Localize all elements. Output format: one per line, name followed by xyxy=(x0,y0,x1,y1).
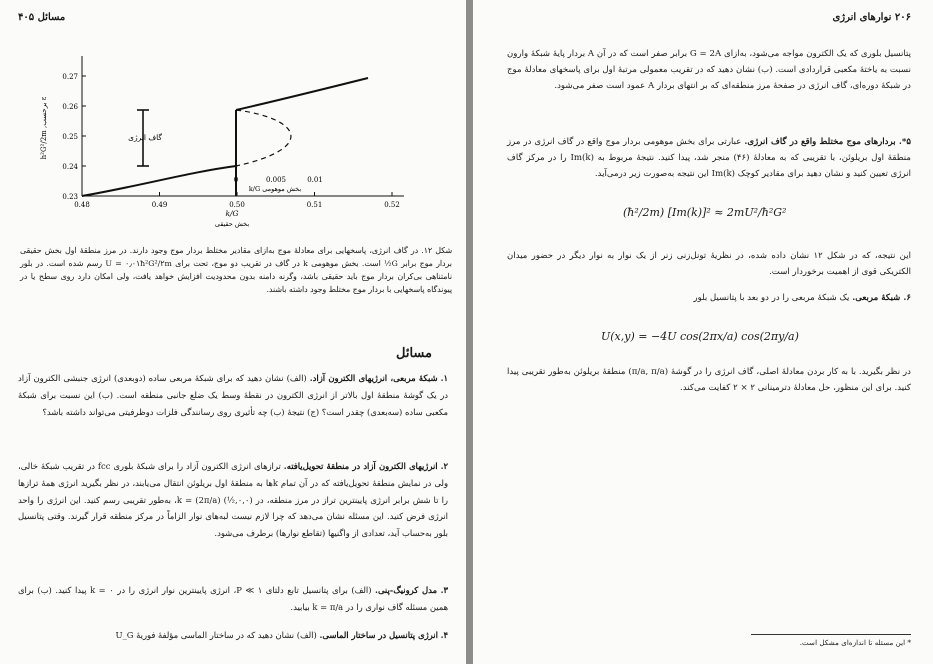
problem-5: ۵*. بردارهای موج مختلط واقع در گاف انرژی. عبارتی برای بخش موهومی بردار موج واقع در گاف انرژی در مرز منطقهٔ اول بریلوئن، با تقریبی که به معادلهٔ (۴۶) منجر شد، پیدا کنید. نتیجهٔ مربوط به Im(k) را در مرکز گاف انرژی تعیین کنید و نشان دهید برای مقادیر کوچک Im(k) این نتیجه به‌صورت زیر درمی‌آید. xyxy=(507,137,911,179)
x-tick-label: 0.48 xyxy=(74,201,90,209)
formula-potential: U(x,y) = −4U cos(2πx/a) cos(2πy/a) xyxy=(601,330,799,343)
y-tick-label: 0.26 xyxy=(62,103,78,111)
x-axis-label: k/G xyxy=(225,209,239,218)
right-page xyxy=(473,0,933,664)
band-curve-lower xyxy=(82,166,239,196)
page-title: نوارهای انرژی xyxy=(832,12,892,23)
footnote-rule xyxy=(751,634,911,635)
right-page-header xyxy=(832,12,911,23)
problem-6: ۶. شبکهٔ مربعی. یک شبکهٔ مربعی را در دو بعد با پتانسیل بلور xyxy=(693,293,911,303)
problem-2: ۲. انرژیهای الکترون آزاد در منطقهٔ تحویل‌یافته. ترازهای انرژی الکترون آزاد را برای شبکهٔ بلوری fcc در تقریب شبکهٔ خالی، ولی در نمایش منطقهٔ تحویل‌یافته که در آن تمام k‌ها به منطقهٔ اول بریلوئن انتقال می‌یابند، در نظر بگیرید انرژی همهٔ ترازها را تا شش برابر انرژی پایینترین تراز در مرز منطقه، در (۰,۰,½) k = (2π/a)، به‌طور تقریبی رسم کنید. این انرژی را واحد انرژی فرض کنید. این مسئله نشان می‌دهد که چرا لازم نیست لبه‌های نوار الزاماً در مرکز منطقه قرار گیرند. وقتی پتانسیل بلور به‌حساب آید، تعدادی از واگنیها (تقاطع نوارها) برطرف می‌شود. xyxy=(18,461,448,539)
gap-label: گاف انرژی xyxy=(128,133,162,142)
problem-1: ۱. شبکهٔ مربعی، انرژیهای الکترون آزاد. (الف) نشان دهید که برای شبکهٔ مربعی ساده (دوبعدی) انرژی جنبشی الکترون آزاد در یک گوشهٔ منطقهٔ اول بالاتر از انرژی الکترون در نقطهٔ وسط یک ضلع جانبی منطقه است. (ب) این نسبت برای شبکهٔ مکعبی ساده (سه‌بعدی) چقدر است؟ (ج) نتیجهٔ (ب) چه تأثیری روی رسانندگی فلزات دوظرفیتی می‌تواند داشته باشد؟ xyxy=(18,373,448,417)
x-tick-label: 0.49 xyxy=(151,201,168,209)
svg-text:0.005: 0.005 xyxy=(265,176,287,184)
imaginary-k-curve xyxy=(236,110,291,166)
figure-axes xyxy=(82,56,404,196)
footnote: * این مسئله تا اندازه‌ای مشکل است. xyxy=(799,638,911,647)
x-tick-label: 0.50 xyxy=(229,201,245,209)
x-tick-label: 0.52 xyxy=(384,201,400,209)
x-tick-label: 0.51 xyxy=(306,201,323,209)
section-title: مسائل xyxy=(396,346,432,361)
problem-6-continuation: در نظر بگیرید. با به کار بردن معادلهٔ اصلی، گاف انرژی را در گوشهٔ (π/a, π/a) منطقهٔ بریلوئن به‌طور تقریبی پیدا کنید. برای این منظور، حل معادلهٔ دترمینانی ۲ × ۲ کفایت می‌کند. xyxy=(507,367,911,393)
inset-ticks xyxy=(234,176,323,184)
inset-label: k/G بخش موهومی xyxy=(248,185,302,193)
page-number: ۲۰۶ xyxy=(894,12,911,23)
x-axis-sublabel: بخش حقیقی xyxy=(214,220,250,228)
y-tick-label: 0.25 xyxy=(62,133,78,141)
problem-4: ۴. انرژی پتانسیل در ساختار الماسی. (الف) نشان دهید که در ساختار الماسی مؤلفهٔ فوریهٔ U_G xyxy=(115,630,448,640)
y-tick-label: 0.27 xyxy=(62,73,78,81)
y-tick-label: 0.24 xyxy=(62,163,78,171)
band-curve-upper xyxy=(236,78,368,110)
svg-text:0: 0 xyxy=(233,176,239,184)
formula-im-k: (ħ²/2m) [Im(k)]² ≈ 2mU²/ħ²G² xyxy=(623,206,787,219)
page-number: ۴۰۵ xyxy=(18,12,35,23)
page-title: مسائل xyxy=(37,12,66,23)
band-figure xyxy=(0,0,466,236)
problem-3: ۳. مدل کرونیگ-پنی. (الف) برای پتانسیل تابع دلتای P ≪ ۱، انرژی پایینترین نوار انرژی را در k = ۰ پیدا کنید. (ب) برای همین مسئله گاف نواری را در k = π/a بیابید. xyxy=(18,585,448,612)
problem-4-continuation: پتانسیل بلوری که یک الکترون مواجه می‌شود، به‌ازای G = 2A برابر صفر است که در آن A بردار پایهٔ شبکهٔ وارون نسبت به یاختهٔ مکعبی قراردادی است. (ب) نشان دهید که در تقریب معمولی مرتبهٔ اول برای پاسخهای معادلهٔ موج در شبکهٔ دوره‌ای، گاف انرژی در صفحهٔ مرز منطقه‌ای که بر انتهای بردار A عمود است صفر می‌شود. xyxy=(507,49,911,91)
svg-text:0.01: 0.01 xyxy=(307,176,323,184)
left-page xyxy=(0,0,466,664)
paragraph-zener: این نتیجه، که در شکل ۱۲ نشان داده شده، در نظریهٔ تونل‌زنی زنر از یک نوار به نوار دیگر در حضور میدان الکتریکی قوی از اهمیت برخوردار است. xyxy=(507,251,911,277)
y-axis-label: h²G²/2m ,برحسب ε xyxy=(40,96,48,160)
y-tick-label: 0.23 xyxy=(62,193,78,201)
book-gutter xyxy=(466,0,473,664)
figure-caption: شکل ۱۲. در گاف انرژی، پاسخهایی برای معادلهٔ موج به‌ازای مقادیر مختلط بردار موج وجود دارند. در مرز منطقهٔ اول بخش حقیقی بردار موج برابر G½ است. بخش موهومی k در گاف در تقریب دو موج، تحت برای U = ۰٫۰۱ħ²G²/۲m رسم شده است. در بلور نامتناهی بی‌کران بردار موج باید حقیقی باشد، وگرنه دامنه بدون محدودیت افزایش خواهد یافت، ولی امکان دارد روی سطح یا در پیوندگاه پاسخهایی با بردار موج مختلط وجود داشته باشند. xyxy=(20,246,452,294)
